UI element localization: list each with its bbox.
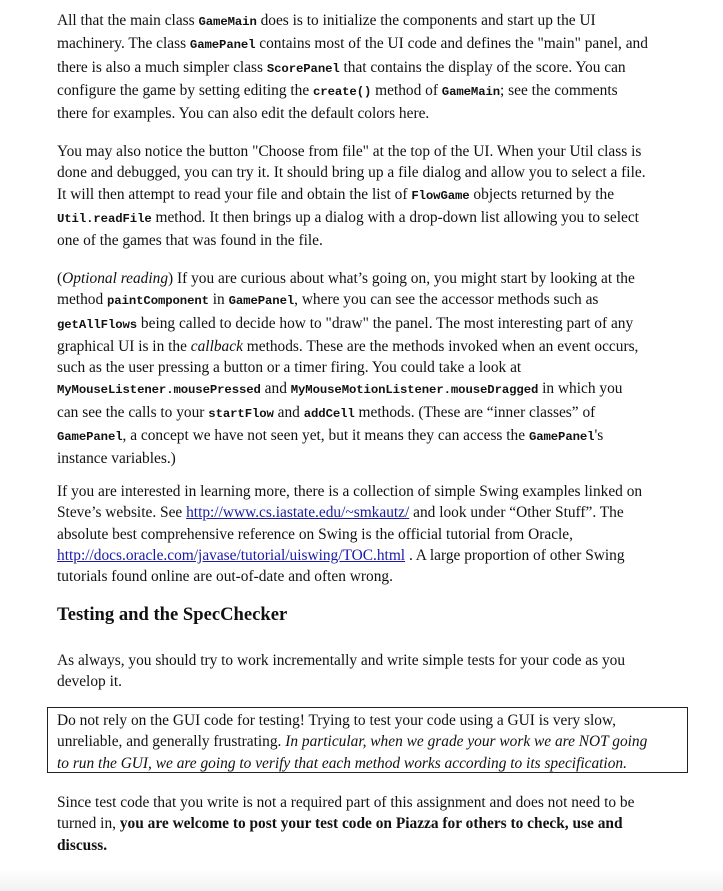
piazza-note: discuss. [57,836,108,854]
text-line: All that the main class GameMain does is to initialize the components and start up the UI [57,12,596,29]
text-line: If you are interested in learning more, there is a collection of simple Swing examples linked on [57,483,643,500]
code-startflow: startFlow [208,406,274,421]
link-kautz-website[interactable]: http://www.cs.iastate.edu/~smkautz/ [186,504,410,522]
code-gamepanel: GamePanel [528,430,595,445]
text-line: machinery. The class GamePanel contains most of the UI code and defines the "main" panel, and [57,35,648,53]
text-line: getAllFlows being called to decide how to "draw" the panel. The most interesting part of any [57,314,634,332]
grading-note: to run the GUI, we are going to verify that each method works according to its specification. [57,754,627,772]
text-line: Steve’s website. See http://www.cs.iastate.edu/~smkautz/ and look under “Other Stuff”. The [57,504,624,522]
grading-note: In particular, when we grade your work we are NOT going [285,733,648,751]
paragraph-optional-reading [57,268,697,470]
text-line: turned in, you are welcome to post your test code on Piazza for others to check, use and [57,815,623,833]
text-line: http://docs.oracle.com/javase/tutorial/uiswing/TOC.html . A large proportion of other Swing [57,546,625,564]
page-bottom-shadow [0,869,723,891]
text-line: there is also a much simpler class ScorePanel that contains the display of the score. You can [57,58,626,76]
warning-box [47,707,688,773]
text-line: As always, you should try to work incrementally and write simple tests for your code as you [57,652,626,669]
text-line: such as the user pressing a button or a timer firing. You could take a look at [57,359,522,377]
code-getallflows: getAllFlows [57,317,138,332]
text-line: GamePanel, a concept we have not seen yet, but it means they can access the GamePanel's [57,427,604,445]
text-line: one of the games that was found in the file. [57,232,323,250]
text-line: Since test code that you write is not a required part of this assignment and does not need to be [57,794,635,811]
text-line: instance variables.) [57,450,176,468]
text-line: can see the calls to your startFlow and addCell methods. (These are “inner classes” of [57,403,596,421]
text-line: develop it. [57,673,122,691]
section-heading: Testing and the SpecChecker [57,604,288,625]
text-line: MyMouseListener.mousePressed and MyMouseMotionListener.mouseDragged in which you [57,380,623,398]
code-scorepanel: ScorePanel [266,61,340,76]
code-create: create() [313,84,372,99]
text-line: Util.readFile method. It then brings up a dialog with a drop-down list allowing you to select [57,208,639,226]
paragraph-learn-more [57,481,697,587]
code-util-readfile: Util.readFile [57,211,152,226]
optional-reading-label: Optional reading [62,270,169,287]
text-line: unreliable, and generally frustrating. In particular, when we grade your work we are NOT going [57,733,648,751]
link-oracle-swing-tutorial[interactable]: http://docs.oracle.com/javase/tutorial/uiswing/TOC.html [57,546,406,564]
text-line: method paintComponent in GamePanel, where you can see the accessor methods such as [57,291,599,309]
text-line: configure the game by setting editing the create() method of GameMain; see the comments [57,81,618,99]
text-line: done and debugged, you can try it. It should bring up a file dialog and allow you to select a file. [57,164,646,182]
code-gamemain: GameMain [441,84,501,99]
code-flowgame: FlowGame [411,188,470,203]
text-line: You may also notice the button "Choose from file" at the top of the UI. When your Util class is [57,143,642,160]
paragraph-work-incrementally [57,650,697,693]
paragraph-choose-from-file [57,141,697,251]
text-line: absolute best comprehensive reference on Swing is the official tutorial from Oracle, [57,525,573,543]
text-line: It will then attempt to read your file and obtain the list of FlowGame objects returned by the [57,185,615,203]
piazza-note: you are welcome to post your test code on Piazza for others to check, use and [119,815,623,833]
text-line [57,835,697,856]
code-gamepanel: GamePanel [57,430,123,445]
code-gamemain: GameMain [198,15,257,29]
text-line [57,753,697,774]
code-addcell: addCell [303,406,355,421]
code-paintcomponent: paintComponent [107,294,209,309]
paragraph-main-class [57,10,697,124]
paragraph-test-code [57,792,697,856]
code-gamepanel: GamePanel [189,38,256,53]
text-line: Do not rely on the GUI code for testing! Trying to test your code using a GUI is very slow, [57,712,616,729]
code-mousedragged: MyMouseMotionListener.mouseDragged [290,383,539,398]
text-line: tutorials found online are out-of-date and often wrong. [57,568,393,586]
code-gamepanel: GamePanel [228,294,295,309]
warning-text [57,710,697,774]
code-mousepressed: MyMouseListener.mousePressed [57,383,261,398]
text-line: (Optional reading) If you are curious about what’s going on, you might start by looking at the [57,270,635,287]
callback-term: callback [190,337,243,355]
text-line: there for examples. You can also edit the default colors here. [57,105,430,123]
text-line: graphical UI is in the callback methods. These are the methods invoked when an event occurs, [57,337,639,355]
